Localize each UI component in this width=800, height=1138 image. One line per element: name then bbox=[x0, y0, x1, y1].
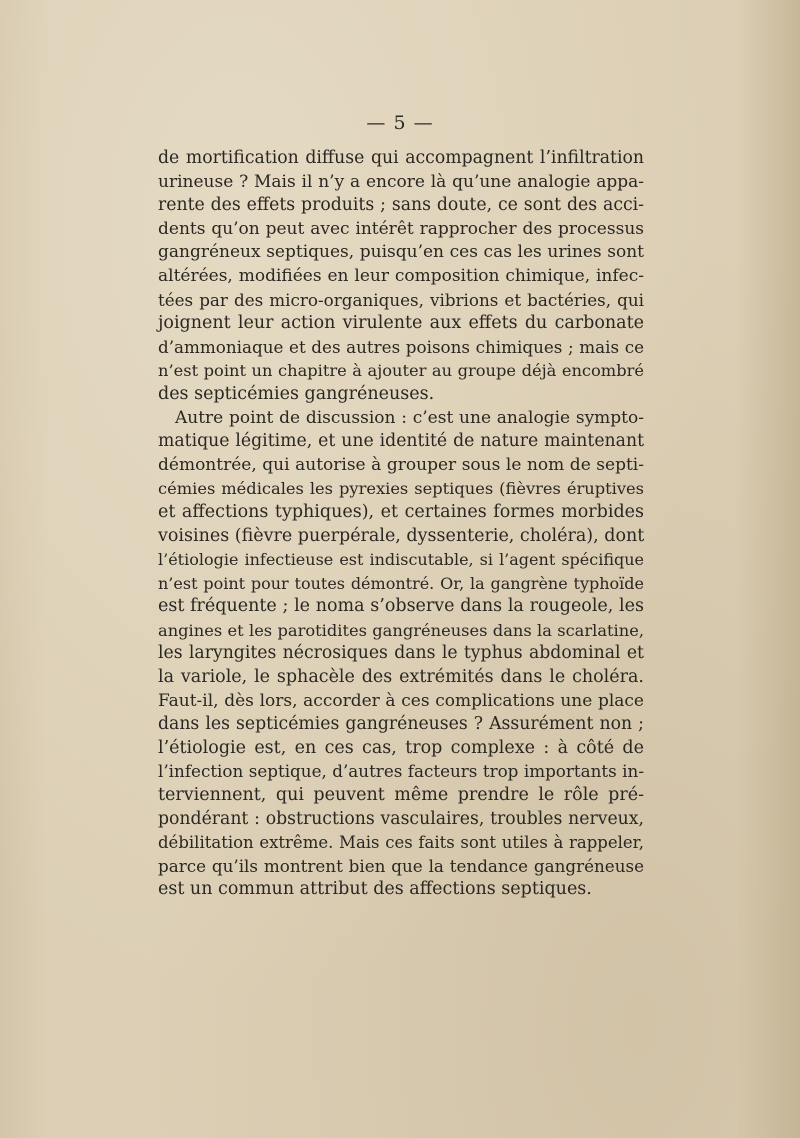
text-line: n’est point pour toutes démontré. Or, la gangrène typhoïde bbox=[158, 573, 644, 593]
text-line: rente des effets produits ; sans doute, ce sont des acci- bbox=[158, 195, 644, 216]
text-line: des septicémies gangréneuses. bbox=[158, 383, 435, 404]
text-line: tées par des micro-organiques, vibrions et bactéries, qui bbox=[158, 289, 644, 310]
text-line: Autre point de discussion : c’est une analogie sympto- bbox=[175, 407, 644, 428]
paragraph-1 bbox=[158, 147, 644, 407]
text-line: Faut-il, dès lors, accorder à ces complications une place bbox=[158, 690, 644, 711]
text-line: démontrée, qui autorise à grouper sous le nom de septi- bbox=[158, 454, 644, 475]
text-line: angines et les parotidites gangréneuses dans la scarlatine, bbox=[158, 620, 644, 640]
text-line: dans les septicémies gangréneuses ? Assurément non ; bbox=[158, 714, 644, 735]
text-line: parce qu’ils montrent bien que la tendance gangréneuse bbox=[158, 855, 644, 876]
text-line: est un commun attribut des affections septiques. bbox=[158, 879, 592, 900]
text-line: les laryngites nécrosiques dans le typhus abdominal et bbox=[158, 643, 644, 664]
text-line: n’est point un chapitre à ajouter au groupe déjà encombré bbox=[158, 361, 644, 381]
text-line: l’infection septique, d’autres facteurs trop importants in- bbox=[158, 761, 644, 782]
text-line: altérées, modifiées en leur composition chimique, infec- bbox=[158, 265, 644, 286]
text-line: urineuse ? Mais il n’y a encore là qu’une analogie appa- bbox=[158, 171, 644, 192]
text-line: débilitation extrême. Mais ces faits sont utiles à rappeler, bbox=[158, 833, 644, 853]
page-number: — 5 — bbox=[366, 112, 434, 134]
body-text bbox=[158, 147, 644, 902]
text-line: et affections typhiques), et certaines formes morbides bbox=[158, 501, 644, 522]
text-line: pondérant : obstructions vasculaires, troubles nerveux, bbox=[158, 808, 644, 829]
paragraph-2 bbox=[158, 407, 644, 902]
text-line: matique légitime, et une identité de nature maintenant bbox=[158, 431, 644, 452]
text-line: terviennent, qui peuvent même prendre le rôle pré- bbox=[158, 785, 644, 806]
text-line: l’étiologie est, en ces cas, trop complexe : à côté de bbox=[158, 737, 644, 758]
text-line: d’ammoniaque et des autres poisons chimiques ; mais ce bbox=[158, 336, 644, 357]
text-line: est fréquente ; le noma s’observe dans la rougeole, les bbox=[158, 596, 644, 617]
text-line: cémies médicales les pyrexies septiques (fièvres éruptives bbox=[158, 479, 644, 499]
text-line: de mortification diffuse qui accompagnent l’infiltration bbox=[158, 148, 644, 168]
text-line: gangréneux septiques, puisqu’en ces cas les urines sont bbox=[158, 242, 644, 263]
text-line: joignent leur action virulente aux effets du carbonate bbox=[158, 313, 644, 334]
text-line: dents qu’on peut avec intérêt rapprocher des processus bbox=[158, 218, 644, 239]
text-line: voisines (fièvre puerpérale, dyssenterie, choléra), dont bbox=[158, 525, 645, 546]
text-line: la variole, le sphacèle des extrémités dans le choléra. bbox=[158, 667, 644, 688]
text-line: l’étiologie infectieuse est indiscutable, si l’agent spécifique bbox=[158, 550, 644, 570]
